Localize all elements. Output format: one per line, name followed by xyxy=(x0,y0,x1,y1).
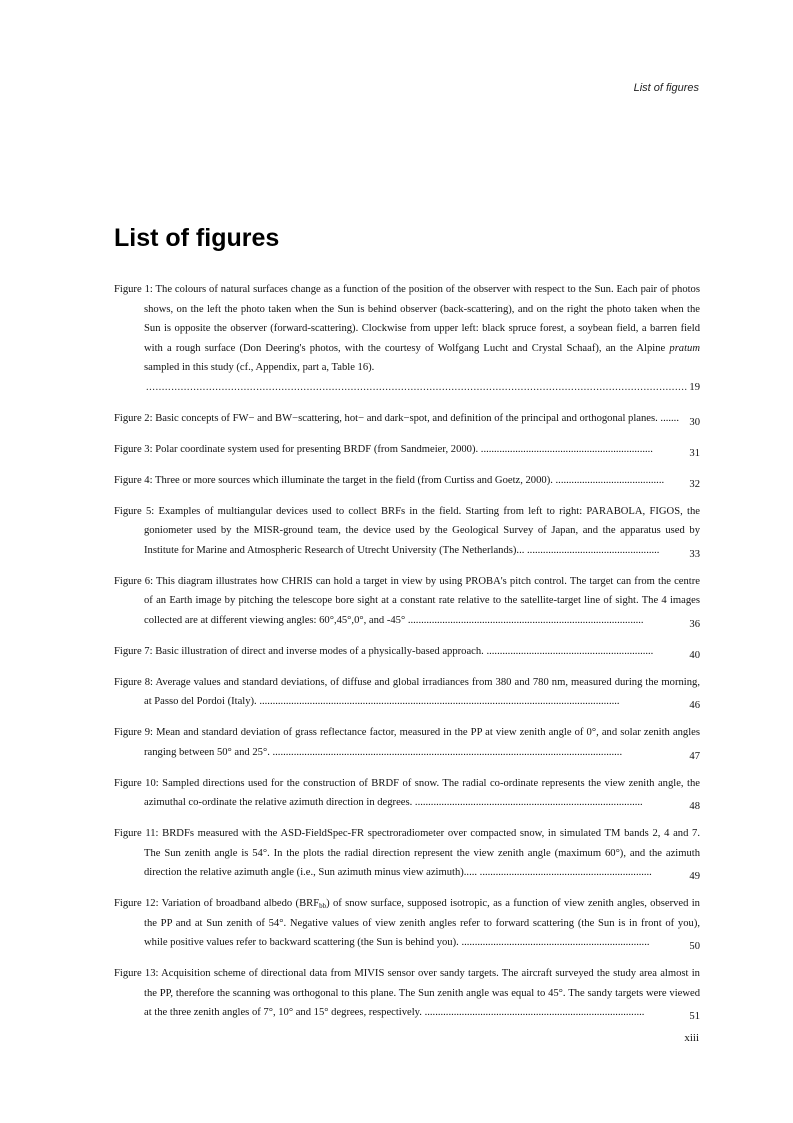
figure-label: Figure 5: xyxy=(114,505,155,517)
leader-dots: ................................................................. xyxy=(477,867,652,878)
figure-label: Figure 11: xyxy=(114,828,159,839)
leader-line xyxy=(144,378,700,398)
page-number: 51 xyxy=(687,1007,700,1023)
page-number: 48 xyxy=(687,797,700,813)
figure-caption: Examples of multiangular devices used to collect BRFs in the field. Starting from left to right: PARABOLA, FIGOS, the goniometer used by the MISR-ground team, the device used by the Geological Survey of Japan, and the apparatus used by Institute for Marine and Atmospheric Research of Utrecht University (The Netherlands)... xyxy=(144,505,700,556)
page-number: 19 xyxy=(689,381,700,393)
figure-caption: BRDFs measured with the ASD-FieldSpec-FR spectroradiometer over compacted snow, in simulated TM bands 2, 4 and 7. The Sun zenith angle is 54°. In the plots the radial direction represent the view zenith angle (maximum 60°), and the azimuth direction the relative azimuth angle (i.e., Sun azimuth minus view azimuth)..... xyxy=(144,828,700,878)
figure-caption: Basic illustration of direct and inverse modes of a physically-based approach. xyxy=(155,645,484,657)
page-number: 40 xyxy=(687,646,700,662)
figure-list xyxy=(114,280,700,1034)
page-number: 47 xyxy=(687,747,700,763)
figure-label: Figure 7: xyxy=(114,645,153,657)
figure-label: Figure 1: xyxy=(114,284,153,295)
leader-dots: ....... xyxy=(657,412,679,424)
running-header: List of figures xyxy=(633,82,699,94)
figure-label: Figure 12: xyxy=(114,898,159,909)
leader-dots: ....................................................................... xyxy=(458,937,650,948)
list-item[interactable] xyxy=(114,723,700,762)
page-number: 32 xyxy=(687,475,700,491)
figure-caption-italic: pratum xyxy=(669,342,700,354)
leader-dots: ......................................................................................... xyxy=(405,614,644,626)
leader-dots: ............................................................... xyxy=(483,645,654,657)
list-item[interactable] xyxy=(114,673,700,712)
figure-caption: This diagram illustrates how CHRIS can hold a target in view by using PROBA's pitch control. The target can from the centre of an Earth image by pitching the telescope bore sight at a constant rate relative to the satellite-target line of sight. The 4 images collected are at different viewing angles: 60°,45°,0°, and -45° xyxy=(144,575,700,626)
list-item[interactable] xyxy=(114,440,700,460)
figure-caption: Acquisition scheme of directional data from MIVIS sensor over sandy targets. The aircraft surveyed the study area almost in the PP, therefore the scanning was orthogonal to this plane. The Sun zenith angle was equal to 45°. The sandy targets were viewed at the three zenith angles of 7°, 10° and 15° degrees, respectively. xyxy=(144,968,700,1018)
list-item[interactable] xyxy=(114,280,700,397)
leader-dots: .................................................................................................................................... xyxy=(269,746,623,758)
page-number: 36 xyxy=(687,615,700,631)
list-item[interactable] xyxy=(114,964,700,1023)
list-item[interactable] xyxy=(114,774,700,813)
figure-caption: Polar coordinate system used for presenting BRDF (from Sandmeier, 2000). xyxy=(155,443,479,455)
leader-dots: ......................................... xyxy=(552,474,665,486)
figure-label: Figure 10: xyxy=(114,777,159,789)
figure-label: Figure 6: xyxy=(114,575,154,587)
leader-dots: ........................................................................................................................................ xyxy=(256,696,620,707)
figure-caption: Average values and standard deviations, of diffuse and global irradiances from 380 and 780 nm, measured during the morning, at Passo del Pordoi (Italy). xyxy=(144,676,700,707)
figure-caption: Variation of broadband albedo (BRF xyxy=(161,898,320,909)
figure-caption: The colours of natural surfaces change as a function of the position of the observer with respect to the Sun. Each pair of photos shows, on the left the photo taken when the Sun is behind observer (back-scattering), and on the right the photo taken when the Sun is opposite the observer (forward-scattering). Clockwise from upper left: black spruce forest, a soybean field, a barren field with a rough surface (Don Deering's photos, with the courtesy of Wolfgang Lucht and Crystal Schaaf), an the Alpine xyxy=(144,284,700,354)
page-number: 46 xyxy=(687,696,700,712)
leader-dots: ................................................................. xyxy=(478,443,653,455)
leader-dots: ................................................................................... xyxy=(421,1007,645,1018)
figure-caption-end: sampled in this study (cf., Appendix, part a, Table 16). xyxy=(144,362,375,373)
generated-figure-entries xyxy=(114,409,700,1023)
list-item[interactable] xyxy=(114,471,700,491)
list-item[interactable] xyxy=(114,572,700,631)
list-item[interactable] xyxy=(114,502,700,561)
list-item[interactable] xyxy=(114,642,700,662)
figure-caption: Mean and standard deviation of grass reflectance factor, measured in the PP at view zenith angle of 0°, and solar zenith angles ranging between 50° and 25°. xyxy=(144,727,700,758)
figure-label: Figure 13: xyxy=(114,968,159,979)
figure-caption: Basic concepts of FW− and BW−scattering, hot− and dark−spot, and definition of the principal and orthogonal planes. xyxy=(155,412,658,424)
figure-label: Figure 8: xyxy=(114,676,153,688)
page-number: 49 xyxy=(687,867,700,883)
page-number: 50 xyxy=(687,937,700,953)
list-item[interactable] xyxy=(114,409,700,429)
figure-label: Figure 4: xyxy=(114,474,153,486)
leader-dots: .................................................. xyxy=(524,544,660,556)
figure-caption: Three or more sources which illuminate the target in the field (from Curtiss and Goetz, 2000). xyxy=(155,474,553,486)
figure-label: Figure 3: xyxy=(114,443,153,455)
figure-caption-subscript: bb xyxy=(319,902,327,910)
figure-label: Figure 2: xyxy=(114,412,153,424)
leader-dots: ...................................................................................... xyxy=(412,797,643,808)
list-item[interactable] xyxy=(114,824,700,883)
leader-dots xyxy=(146,378,688,398)
list-item[interactable] xyxy=(114,894,700,953)
page-number: 31 xyxy=(687,444,700,460)
page-title: List of figures xyxy=(114,224,280,252)
figure-caption-end: ) of snow surface, supposed isotropic, as a function of view zenith angles, observed in the PP and at Sun zenith of 54°. Negative values of view zenith angles refer to forward scattering (the Sun is in front of you), while positive values refer to backward scattering (the Sun is behind you). xyxy=(144,898,700,948)
page-number: 33 xyxy=(687,545,700,561)
figure-label: Figure 9: xyxy=(114,727,153,738)
figure-caption: Sampled directions used for the construction of BRDF of snow. The radial co-ordinate represents the view zenith angle, the azimuthal co-ordinate the relative azimuth direction in degrees. xyxy=(144,777,700,808)
page-number: 30 xyxy=(687,413,700,429)
page-number-footer: xiii xyxy=(684,1032,699,1044)
